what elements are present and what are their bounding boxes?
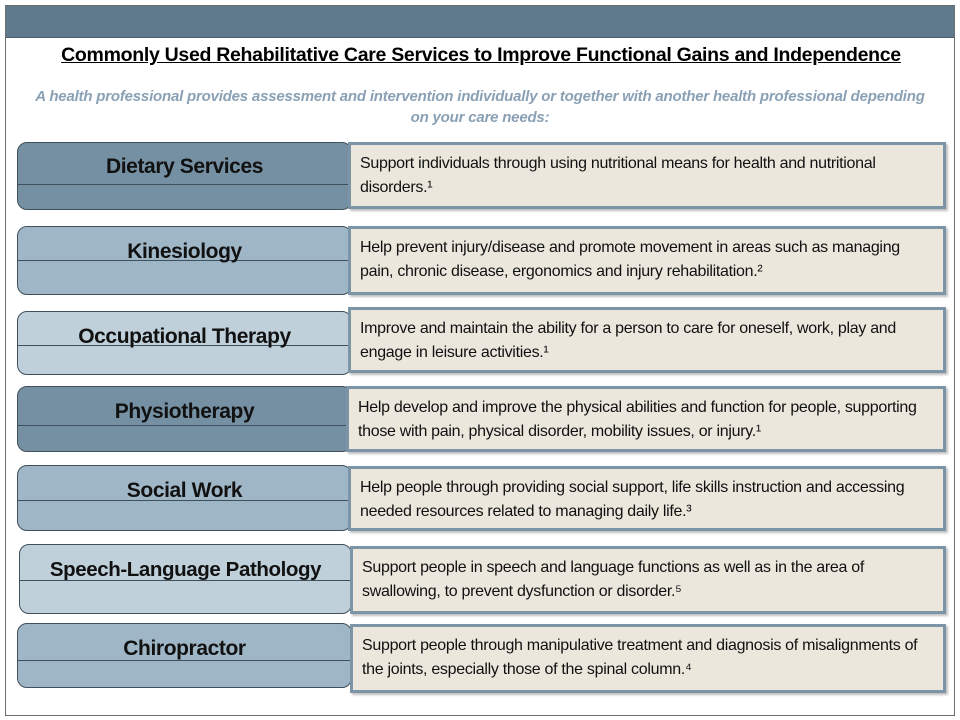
service-label: Social Work: [126, 479, 243, 502]
service-box-chiropractor: [17, 623, 352, 688]
service-box-kinesiology: [17, 226, 352, 295]
service-description-occupational-therapy: Improve and maintain the ability for a person to care for oneself, work, play and engage in leisure activities.¹: [348, 307, 946, 373]
service-box-speech-language-pathology: [19, 544, 352, 614]
service-description-chiropractor: Support people through manipulative treatment and diagnosis of misalignments of the joints, especially those of the spinal column.⁴: [350, 624, 946, 693]
header-bar: [6, 6, 954, 38]
service-box-physiotherapy: [17, 386, 352, 452]
service-label: Physiotherapy: [114, 400, 255, 423]
service-label: Kinesiology: [127, 240, 242, 263]
service-description-physiotherapy: Help develop and improve the physical abilities and function for people, supporting those with pain, physical disorder, mobility issues, or injury.¹: [346, 386, 946, 452]
service-label: Chiropractor: [123, 637, 246, 660]
service-description-kinesiology: Help prevent injury/disease and promote movement in areas such as managing pain, chronic disease, ergonomics and injury rehabilitation.²: [348, 226, 946, 295]
service-box-dietary: [17, 142, 352, 210]
service-description-social-work: Help people through providing social support, life skills instruction and accessing needed resources related to managing daily life.³: [348, 466, 946, 531]
service-description-dietary: Support individuals through using nutritional means for health and nutritional disorders.¹: [348, 142, 946, 209]
service-box-social-work: [17, 465, 352, 531]
page-subtitle: A health professional provides assessment and intervention individually or together with another health professional depending on your care needs:: [35, 88, 925, 126]
service-label: Speech-Language Pathology: [49, 558, 322, 581]
page-title: Commonly Used Rehabilitative Care Services to Improve Functional Gains and Independence: [61, 44, 901, 66]
service-description-speech-language-pathology: Support people in speech and language functions as well as in the area of swallowing, to prevent dysfunction or disorder.⁵: [350, 546, 946, 614]
service-label: Occupational Therapy: [78, 325, 291, 348]
service-label: Dietary Services: [105, 155, 264, 178]
service-box-occupational-therapy: [17, 311, 352, 375]
